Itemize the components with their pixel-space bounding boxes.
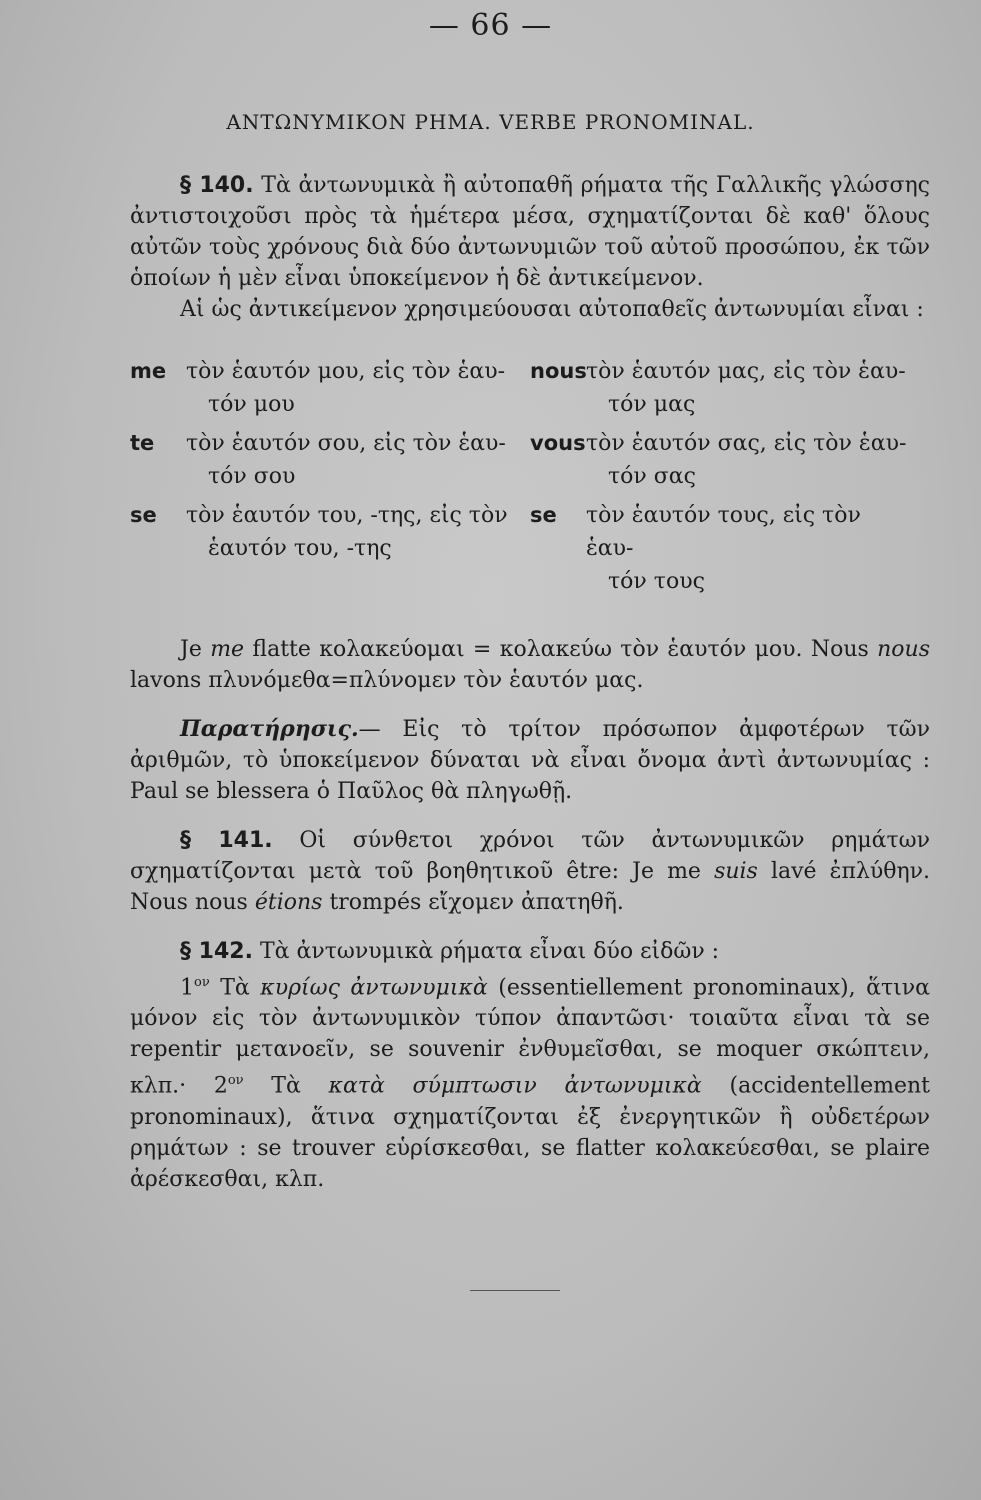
pronoun-entry: [130, 499, 530, 598]
pronoun-gloss: τὸν ἑαυτόν μας, εἰς τὸν ἑαυ- τόν μας: [586, 359, 906, 417]
pronoun-word: te: [130, 431, 155, 455]
pronoun-word: se: [530, 503, 557, 527]
page-body: [130, 170, 930, 1195]
section-140-text: Τὰ ἀντωνυμικὰ ἢ αὐτοπαθῆ ρήματα τῆς Γαλλικῆς γλώσσης ἀντιστοιχοῦσι πρὸς τὰ ἡμέτερα μέσα, σχηματίζονται δὲ καθ' ὅλους αὐτῶν τοὺς χρόνους διὰ δύο ἀντωνυμιῶν τοῦ αὐτοῦ προσώπου, ἐκ τῶν ὁποίων ἡ μὲν εἶναι ὑποκείμενον ἡ δὲ ἀντικείμενον.: [130, 173, 930, 291]
pronoun-entry: [530, 499, 930, 598]
section-140: [130, 170, 930, 294]
running-head: ΑΝΤΩΝΥΜΙΚΟΝ ΡΗΜΑ. VERBE PRONOMINAL.: [226, 110, 755, 134]
pronoun-gloss: τὸν ἑαυτόν μου, εἰς τὸν ἑαυ- τόν μου: [186, 359, 506, 417]
pronoun-gloss: τὸν ἑαυτόν σας, εἰς τὸν ἑαυ- τόν σας: [586, 431, 907, 489]
section-142-number: § 142.: [180, 939, 253, 964]
end-rule: [470, 1290, 560, 1291]
pronoun-word: se: [130, 503, 157, 527]
section-142: [130, 936, 930, 967]
section-141: § 141. Οἱ σύνθετοι χρόνοι τῶν ἀντωνυμικῶν ρημάτων σχηματίζονται μετὰ τοῦ βοηθητικοῦ être: Je me suis lavé ἐπλύθην. Nous nous étions trompés εἴχομεν ἀπατηθῆ.: [130, 828, 931, 915]
pronoun-word: me: [130, 359, 167, 383]
pronoun-table: [130, 355, 930, 598]
remark-paragraph: [130, 714, 930, 807]
section-140-intro: Αἱ ὡς ἀντικείμενον χρησιμεύουσαι αὐτοπαθεῖς ἀντωνυμίαι εἶναι :: [180, 297, 924, 322]
section-141-number: § 141.: [180, 828, 273, 853]
pronoun-entry: [130, 355, 530, 421]
page-number: — 66 —: [428, 8, 553, 43]
section-140-number: § 140.: [180, 173, 254, 198]
remark-text: — Εἰς τὸ τρίτον πρόσωπον ἀμφοτέρων τῶν ἀριθμῶν, τὸ ὑποκείμενον δύναται νὰ εἶναι ὄνομα ἀντὶ ἀντωνυμίας : Paul se blessera ὁ Παῦλος θὰ πληγωθῇ.: [130, 717, 930, 804]
pronoun-entry: [530, 427, 930, 493]
remark-title: Παρατήρησις.: [180, 716, 359, 742]
pronoun-gloss: τὸν ἑαυτόν τους, εἰς τὸν ἑαυ- τόν τους: [586, 503, 861, 594]
example-paragraph: Je me flatte κολακεύομαι = κολακεύω τὸν ἑαυτόν μου. Nous nous lavons πλυνόμεθα=πλύνομεν τὸν ἑαυτόν μας.: [130, 637, 930, 693]
pronoun-entry: [530, 355, 930, 421]
pronoun-gloss: τὸν ἑαυτόν του, -της, εἰς τὸν ἑαυτόν του, -της: [186, 503, 508, 561]
pronoun-gloss: τὸν ἑαυτόν σου, εἰς τὸν ἑαυ- τόν σου: [186, 431, 506, 489]
pronoun-word: vous: [530, 431, 586, 455]
pronoun-word: nous: [530, 359, 587, 383]
section-142-text: Τὰ ἀντωνυμικὰ ρήματα εἶναι δύο εἰδῶν :: [259, 939, 720, 964]
section-142-types: $1^{o\nu}$ Τὰ κυρίως ἀντωνυμικὰ (essentiellement pronominaux), ἅτινα μόνον εἰς τὸν ἀντωνυμικὸν τύπον ἀπαντῶσι· τοιαῦτα εἶναι τὰ se repentir μετανοεῖν, se souvenir ἐνθυμεῖσθαι, se moquer σκώπτειν, $\kappa\lambda\pi.\cdot 2^{o\nu}$ Τὰ κατὰ σύμπτωσιν ἀντωνυμικὰ (accidentellement pronominaux), ἅτινα σχηματίζονται ἐξ ἐνεργητικῶν ἢ οὐδετέρων ρημάτων : se trouver εὑρίσκεσθαι, se flatter κολακεύεσθαι, se plaire ἀρέσκεσθαι, κλπ.: [130, 975, 930, 1192]
pronoun-entry: [130, 427, 530, 493]
